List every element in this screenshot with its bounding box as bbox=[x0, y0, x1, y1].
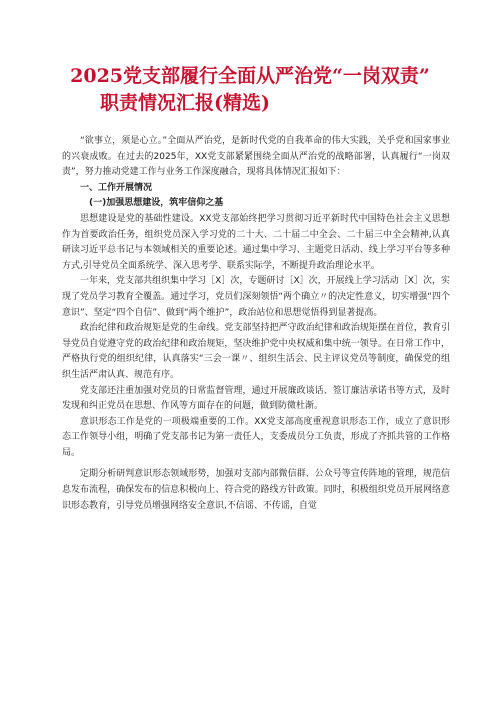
body-paragraph: 意识形态工作是党的一项极端重要的工作。XX党支部高度重视意识形态工作，成立了意识形态工作领导小组，明确了党支部书记为第一责任人，支委成员分工负责，形成了齐抓共管的工作格局。 bbox=[62, 416, 450, 458]
body-paragraph: 政治纪律和政治规矩是党的生命线。党支部坚持把严守政治纪律和政治规矩摆在首位，教育引导党员自觉遵守党的政治纪律和政治规矩，坚决维护党中央权威和集中统一领导。在日常工作中，严格执行党的组织纪律，认真落实“三会一课〃、组织生活会、民主评议党员等制度，确保党的组织生活严肃认真、规范有序。 bbox=[62, 323, 450, 380]
body-paragraph: 党支部还注重加强对党员的日常监督管理，通过开展廉政谈话、签订廉洁承诺书等方式，及时发现和纠正党员在思想、作风等方面存在的问题，做到防微杜渐。 bbox=[62, 385, 450, 412]
section-heading: 一、工作开展情况 bbox=[80, 182, 153, 193]
document-body bbox=[62, 134, 450, 514]
body-paragraph: 思想建设是党的基础性建设。XX党支部始终把学习贯彻习近平新时代中国特色社会主义思想作为首要政治任务，组织党员深入学习党的二十大、二十届二中全会、二十届三中全会精神,认真研读习近平总书记与本领域相关的重要论述。通过集中学习、主题党日活动、线上学习平台等多种方式,引导党员全面系统学、深入思考学、联系实际学，不断提升政治理论水平。 bbox=[62, 213, 450, 271]
subsection-heading: (一)加强思想建设，筑牢信仰之基 bbox=[89, 198, 224, 209]
intro-paragraph: “欲事立，须是心立。”全面从严治党，是新时代党的自我革命的伟大实践，关乎党和国家事业的兴衰成败。在过去的2025年，XX党支部紧紧围绕全面从严治党的战略部署，认真履行“一岗双责”，努力推动党建工作与业务工作深度融合，现将具体情况汇报如下： bbox=[62, 136, 450, 178]
document-title-line2: 职责情况汇报(精选) bbox=[100, 92, 270, 114]
body-paragraph: 一年来，党支部共组织集中学习［X］次，专题研讨［X］次，开展线上学习活动［X］次，实现了党员学习教育全覆盖。通过学习，党员们深刻领悟“两个确立〃的决定性意义，切实增强“四个意识”、坚定“四个自信”、做到“两个维护”，政治站位和思想觉悟得到显著提高。 bbox=[62, 276, 450, 318]
document-title-line1: 2025党支部履行全面从严治党“一岗双责” bbox=[70, 65, 430, 87]
body-paragraph: 定期分析研判意识形态领域形势，加强对支部内部微信群、公众号等宣传阵地的管理，规范信息发布流程，确保发布的信息积极向上、符合党的路线方针政策。同时，积极组织党员开展网络意识形态教育，引导党员增强网络安全意识,不信谣、不传谣，自觉 bbox=[62, 469, 450, 511]
